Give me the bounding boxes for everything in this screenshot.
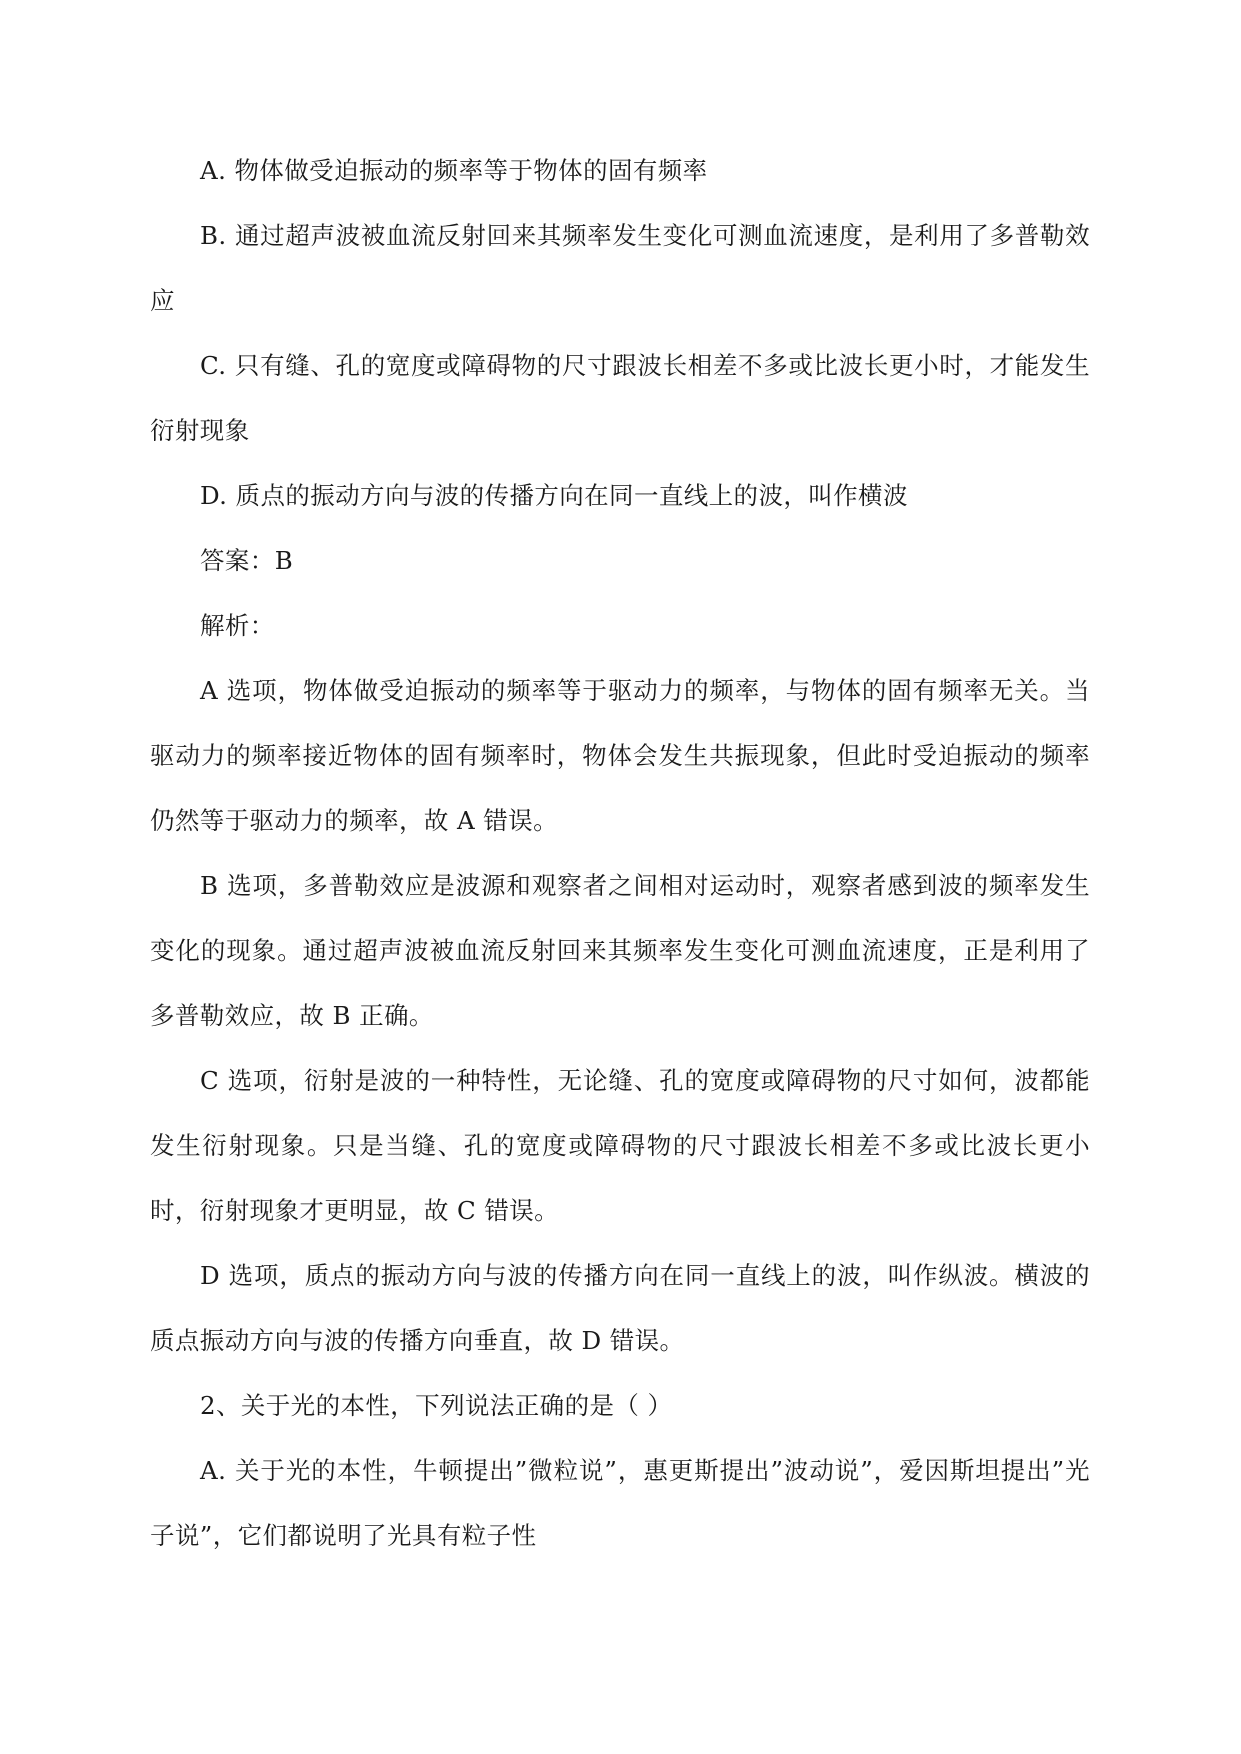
analysis-heading: 解析： <box>200 611 275 640</box>
analysis-b-paragraph: B 选项，多普勒效应是波源和观察者之间相对运动时，观察者感到波的频率发生变化的现象。通过超声波被血流反射回来其频率发生变化可测血流速度，正是利用了多普勒效应，故 B 正确。 <box>150 871 1090 1030</box>
answer-text: 答案：B <box>200 546 294 575</box>
option-c-text: C. 只有缝、孔的宽度或障碍物的尺寸跟波长相差不多或比波长更小时，才能发生衍射现象 <box>150 351 1090 445</box>
option-a-text: A. 物体做受迫振动的频率等于物体的固有频率 <box>200 156 708 185</box>
document-body <box>150 138 1090 1568</box>
question-2-option-a: A. 关于光的本性，牛顿提出”微粒说”，惠更斯提出”波动说”，爱因斯坦提出”光子说”，它们都说明了光具有粒子性 <box>150 1456 1090 1550</box>
option-d-text: D. 质点的振动方向与波的传播方向在同一直线上的波，叫作横波 <box>200 481 908 510</box>
question-2-stem: 2、关于光的本性，下列说法正确的是（ ） <box>200 1391 673 1420</box>
analysis-a-paragraph: A 选项，物体做受迫振动的频率等于驱动力的频率，与物体的固有频率无关。当驱动力的频率接近物体的固有频率时，物体会发生共振现象，但此时受迫振动的频率仍然等于驱动力的频率，故 A 错误。 <box>150 676 1090 835</box>
option-b-text: B. 通过超声波被血流反射回来其频率发生变化可测血流速度，是利用了多普勒效应 <box>150 221 1090 315</box>
analysis-d-paragraph: D 选项，质点的振动方向与波的传播方向在同一直线上的波，叫作纵波。横波的质点振动方向与波的传播方向垂直，故 D 错误。 <box>150 1261 1090 1355</box>
analysis-c-paragraph: C 选项，衍射是波的一种特性，无论缝、孔的宽度或障碍物的尺寸如何，波都能发生衍射现象。只是当缝、孔的宽度或障碍物的尺寸跟波长相差不多或比波长更小时，衍射现象才更明显，故 C 错误。 <box>150 1066 1090 1225</box>
